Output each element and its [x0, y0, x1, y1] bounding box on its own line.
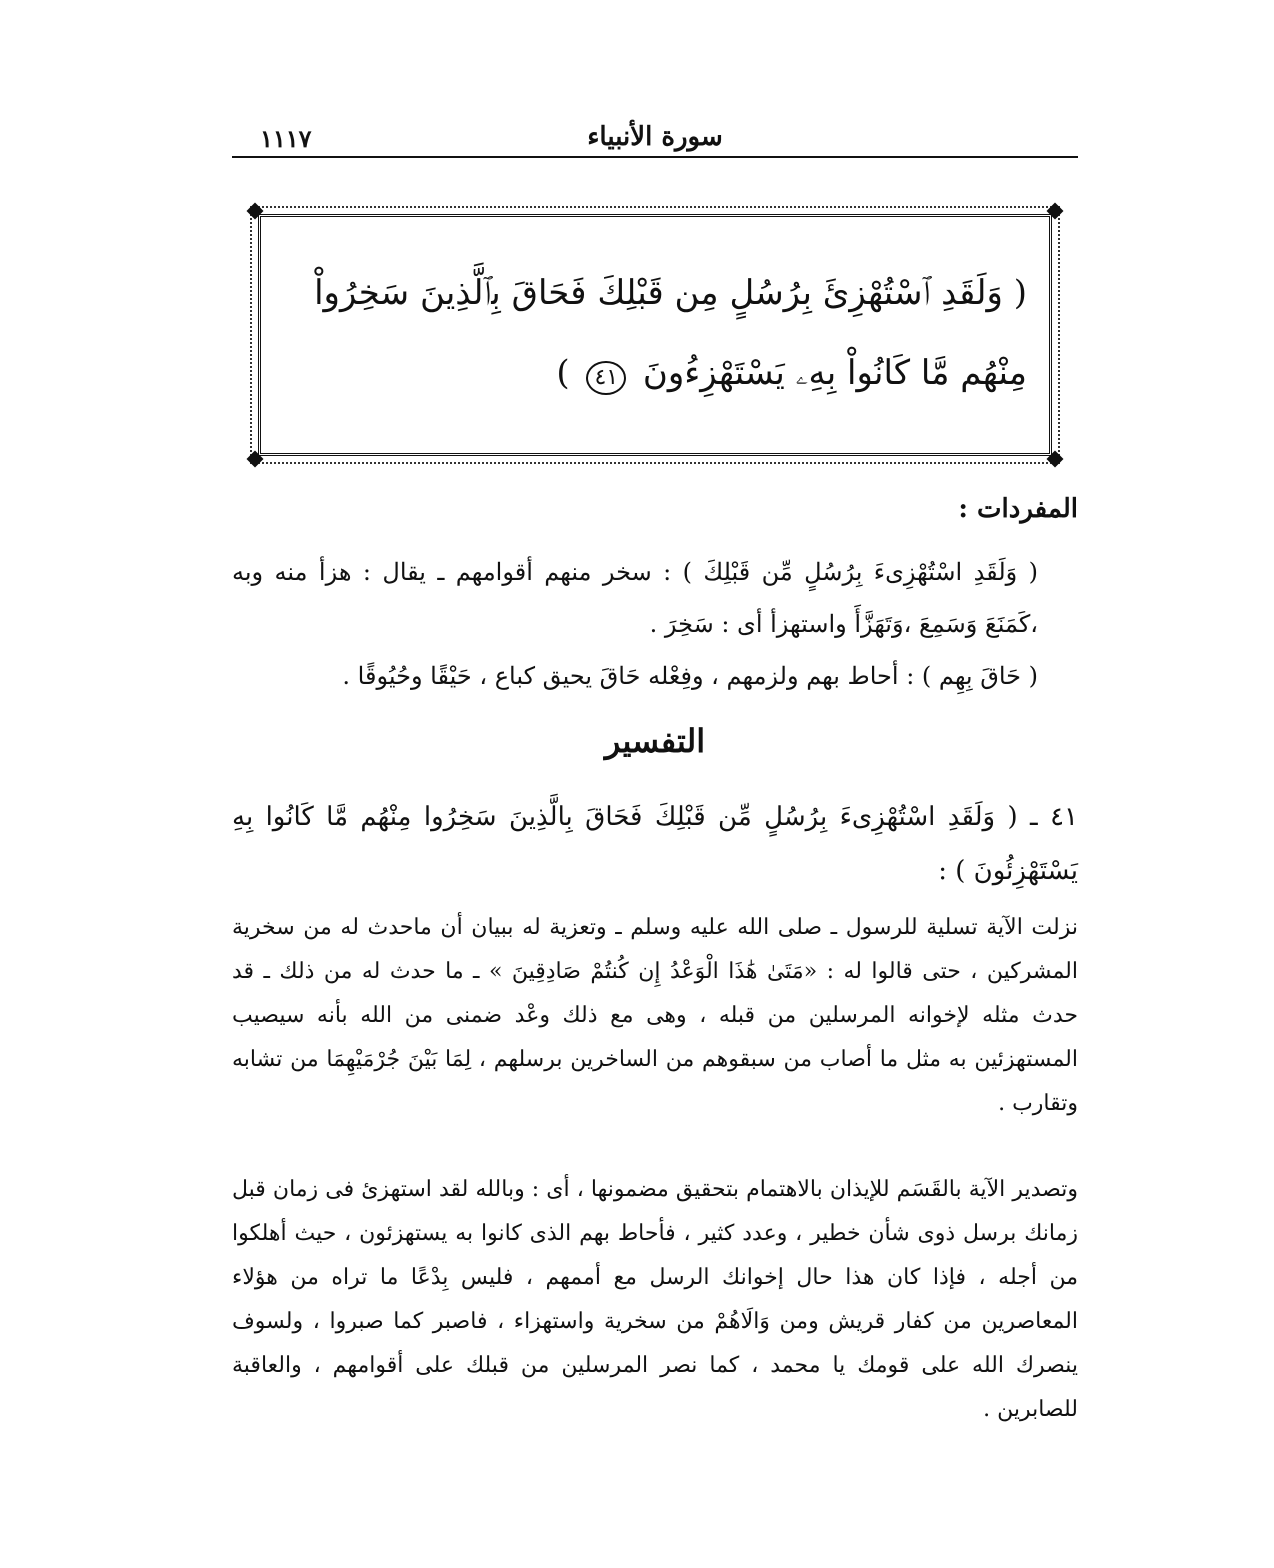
frame-corner-ornament: [1047, 203, 1064, 220]
page-number: ١١١٧: [260, 124, 312, 153]
vocabulary-heading: المفردات :: [958, 494, 1078, 524]
vocabulary-entry: ( وَلَقَدِ اسْتُهْزِىءَ بِرُسُلٍ مِّن قَبْلِكَ ) : سخر منهم أقوامهم ـ يقال : هزأ منه وبه ،كَمَنَعَ وَسَمِعَ ،وَتَهَزَّأَ واستهزأ أى : سَخِرَ .: [232, 558, 1038, 638]
frame-corner-ornament: [247, 451, 264, 468]
quran-verse-text: ( وَلَقَدِ ٱسْتُهْزِئَ بِرُسُلٍ مِن قَبْلِكَ فَحَاقَ بِٱلَّذِينَ سَخِرُواْ مِنْهُم مَّا كَانُواْ بِهِۦ يَسْتَهْزِءُونَ: [314, 273, 1027, 393]
tafsir-paragraph-1: نزلت الآية تسلية للرسول ـ صلى الله عليه وسلم ـ وتعزية له ببيان أن ماحدث له من سخرية المشركين ، حتى قالوا له : «مَتَىٰ هَٰذَا الْوَعْدُ إِن كُنتُمْ صَادِقِينَ » ـ ما حدث له من ذلك ـ قد حدث مثله لإخوانه المرسلين من قبله ، وهى مع ذلك وعْد ضمنى من الله بأنه سيصيب المستهزئين به مثل ما أصاب من سبقوهم من الساخرين برسلهم ، لِمَا بَيْنَ جُرْمَيْهِمَا من تشابه وتقارب .: [232, 915, 1078, 1116]
vocabulary-entry: ( حَاقَ بِهِم ) : أحاط بهم ولزمهم ، وفِعْله حَاقَ يحيق كباع ، حَيْقًا وحُيُوقًا .: [342, 662, 1038, 690]
verse-number-marker: ٤١: [586, 361, 626, 395]
page-header: [232, 118, 1078, 158]
surah-title: سورة الأنبياء: [587, 122, 723, 152]
vocabulary-section: [232, 546, 1078, 702]
frame-corner-ornament: [247, 203, 264, 220]
tafsir-verse: ٤١ ـ ( وَلَقَدِ اسْتُهْزِىءَ بِرُسُلٍ مِّن قَبْلِكَ فَحَاقَ بِالَّذِينَ سَخِرُوا مِنْهُم مَّا كَانُوا بِهِ يَسْتَهْزِئُونَ ) :: [232, 802, 1078, 886]
frame-corner-ornament: [1047, 451, 1064, 468]
quran-verse-frame: [258, 214, 1052, 456]
tafsir-paragraph-2: وتصدير الآية بالقَسَم للإيذان بالاهتمام بتحقيق مضمونها ، أى : وبالله لقد استهزئ فى زمان قبل زمانك برسل ذوى شأن خطير ، وعدد كثير ، فأحاط بهم الذى كانوا به يستهزئون ، حيث أهلكوا من أجله ، فإذا كان هذا حال إخوانك الرسل مع أممهم ، فليس بِدْعًا ما تراه من هؤلاء المعاصرين من كفار قريش ومن وَالَاهُمْ من سخرية واستهزاء ، فاصبر كما صبروا ، ولسوف ينصرك الله على قومك يا محمد ، كما نصر المرسلين من قبلك على أقوامهم ، والعاقبة للصابرين .: [232, 1177, 1078, 1422]
verse-closing-bracket: ): [556, 353, 570, 393]
quran-verse: [283, 253, 1027, 413]
tafsir-heading: التفسير: [604, 722, 706, 760]
